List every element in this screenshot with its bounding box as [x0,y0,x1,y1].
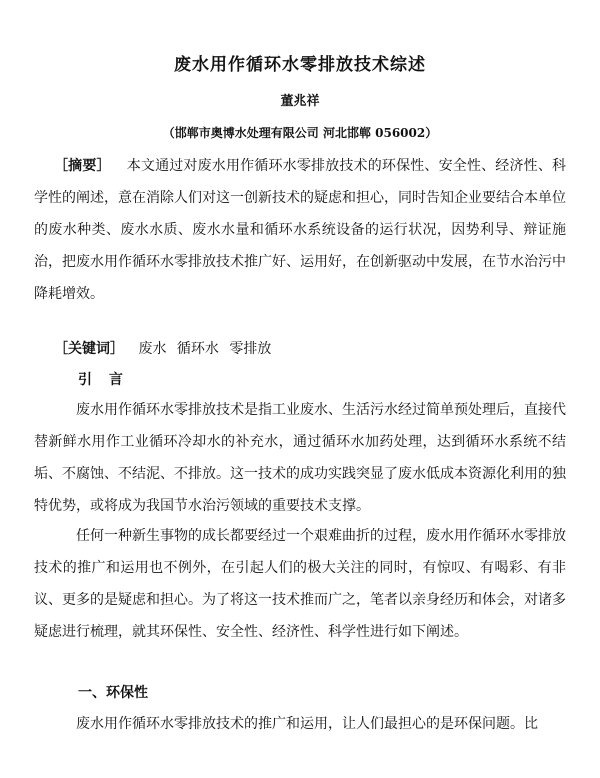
paper-title: 废水用作循环水零排放技术综述 [174,55,426,75]
body-paragraph-2: 任何一种新生事物的成长都要经过一个艰难曲折的过程，废水用作循环水零排放技术的推广和运用也不例外，在引起人们的极大关注的同时，有惊叹、有喝彩、有非议、更多的是疑虑和担心。为了将这一技术推而广之，笔者以亲身经历和体会，对诸多疑虑进行梳理，就其环保性、安全性、经济性、科学性进行如下阐述。 [34,528,566,640]
keyword-item: 废水 [138,341,167,357]
abstract [34,150,566,310]
keyword-item: 零排放 [229,341,272,357]
keyword-item: 循环水 [176,341,219,357]
author-name: 董兆祥 [280,94,320,109]
intro-heading: 引 言 [78,372,129,388]
author-affiliation: （邯郸市奥博水处理有限公司 河北邯郸 056002） [162,126,438,140]
keywords [54,336,277,362]
body-paragraph-1: 废水用作循环水零排放技术是指工业废水、生活污水经过简单预处理后，直接代替新鲜水用作工业循环冷却水的补充水，通过循环水加药处理，达到循环水系统不结垢、不腐蚀、不结泥、不排放。这一技术的成功实践突显了废水低成本资源化利用的独特优势，或将成为我国节水治污领域的重要技术支撑。 [34,402,566,514]
body-paragraph-3: 废水用作循环水零排放技术的推广和运用，让人们最担心的是环保问题。比 [76,716,538,732]
abstract-text: 本文通过对废水用作循环水零排放技术的环保性、安全性、经济性、科学性的阐述，意在消除人们对这一创新技术的疑虑和担心，同时告知企业要结合本单位的废水种类、废水水质、废水水量和循环水系统设备的运行状况，因势利导、辩证施治，把废水用作循环水零排放技术推广好、运用好，在创新驱动中发展，在节水治污中降耗增效。 [34,158,567,302]
section-heading-environmental: 一、环保性 [78,685,148,701]
keywords-label: ［关键词］ [54,341,124,357]
abstract-label: ［摘要］ [54,158,111,174]
